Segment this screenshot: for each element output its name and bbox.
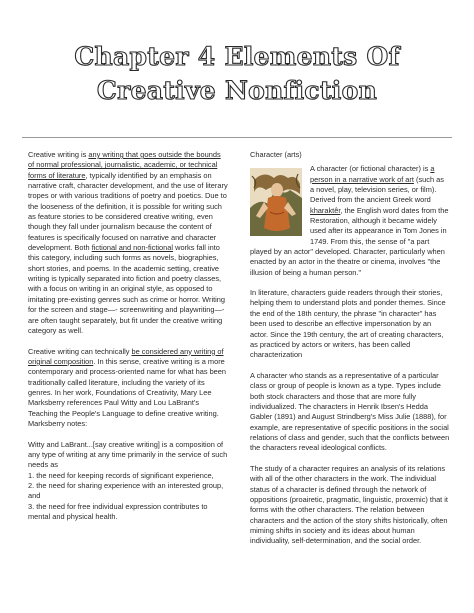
underlined-phrase: be considered any writing of original composition xyxy=(28,346,224,366)
chapter-title-line2: Creative Nonfiction xyxy=(96,76,378,105)
underlined-phrase: a person in a narrative work of art xyxy=(310,164,435,184)
character-paragraph-2: In literature, characters guide readers through their stories, helping them to understand plots and ponder themes. Since the end of the 18th century, the phrase "in character" has been used to describe an effective impersonation by an actor. Since the 19th century, the art of creating characters, as practiced by actors or writers, has been called characterization xyxy=(250,288,446,360)
text-span: Creative writing is xyxy=(28,150,89,159)
witty-labrant-quote xyxy=(28,440,228,523)
chapter-title xyxy=(0,40,474,108)
text-span: works fall into this category, including such forms as novels, biographies, short stories, and poems. In the academic setting, creative writing is typically separated into fiction and poetry classes, with a focus on writing in an original style, as opposed to imitating pre-existing genres such as crime or horror. Writing for the screen and stage—- screenwriting and playwriting—- are often taught separately, but fit under the creative writing category as well. xyxy=(28,243,226,335)
section-heading-character: Character (arts) xyxy=(250,150,302,159)
need-item-3: 3. the need for free individual expression contributes to mental and physical health. xyxy=(28,501,208,522)
text-span: A character (or fictional character) is xyxy=(310,164,431,174)
text-span: , the English word dates from the Restoration, although it became widely used after its appearance in Tom Jones in 1749. From this, the sense of "a part played by an actor" developed. Character, particularly when enacted by an actor in the theatre or cinema, involves "the illusion of being a human person." xyxy=(250,205,449,277)
need-item-1: 1. the need for keeping records of significant experience, xyxy=(28,470,214,480)
character-illustration xyxy=(250,168,302,236)
text-span: Creative writing can technically xyxy=(28,346,132,356)
quote-intro: Witty and LaBrant...[say creative writing] is a composition of any type of writing at any time primarily in the service of such needs as xyxy=(28,439,228,470)
character-paragraph-4: The study of a character requires an analysis of its relations with all of the other characters in the work. The individual status of a character is defined through the network of oppositions (proairetic, pragmatic, linguistic, proxemic) that it forms with the other characters. The relation between characters and the action of the story shifts historically, often miming shifts in society and its ideas about human individuality, self-determination, and the social order. xyxy=(250,463,448,546)
left-column xyxy=(28,150,228,533)
text-span: , typically identified by an emphasis on narrative craft, character development, and the use of literary tropes or with various traditions of poetry and poetics. Due to the looseness of the definition, it is possible for writing such as feature stories to be considered creative writing, even though they fall under journalism because the content of features is specifically focused on narrative and character development. Both xyxy=(28,170,228,253)
chapter-title-line1: Chapter 4 Elements Of xyxy=(74,42,400,71)
creative-writing-paragraph-2 xyxy=(28,347,228,430)
need-item-2: 2. the need for sharing experience with an interested group, and xyxy=(28,481,224,501)
character-paragraph-3: A character who stands as a representative of a particular class or group of people is known as a type. Types include both stock characters and those that are more fully individualized. The characters in Henrik Ibsen's Hedda Gabler (1891) and August Strindberg's Miss Julie (1888), for example, are representative of specific positions in the social relations of class and gender, such that the conflicts between the characters reveal ideological conflicts. xyxy=(250,370,450,453)
underlined-phrase: kharaktêr xyxy=(310,205,341,215)
text-span: (such as a novel, play, television series, or film). Derived from the ancient Greek word xyxy=(310,174,444,205)
right-column xyxy=(250,150,450,557)
underlined-phrase: any writing that goes outside the bounds of normal professional, journalistic, academic, or technical forms of literature xyxy=(28,150,221,180)
title-divider xyxy=(22,137,452,138)
character-intro-block xyxy=(250,164,450,278)
creative-writing-paragraph-1 xyxy=(28,150,228,336)
underlined-phrase: fictional and non-fictional xyxy=(91,243,174,253)
text-span: . In this sense, creative writing is a more contemporary and process-oriented name for what has been traditionally called literature, including the variety of its genres. In her work, Foundations of Creativity, Mary Lee Marksberry references Paul Witty and Lou LaBrant's Teaching the People's Language to define creative writing. Marksberry notes: xyxy=(28,356,227,428)
